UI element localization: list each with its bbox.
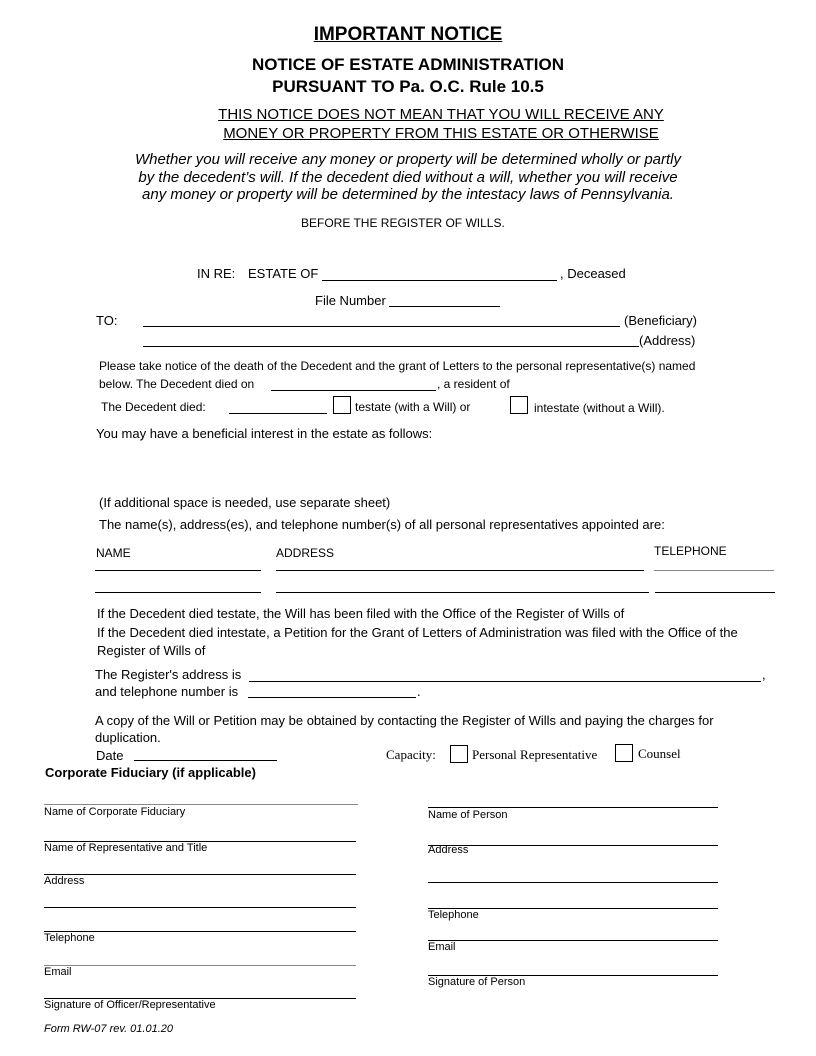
beneficiary-label: (Beneficiary) <box>624 313 697 328</box>
form-subtitle: NOTICE OF ESTATE ADMINISTRATION <box>252 55 564 74</box>
col-telephone-header: TELEPHONE <box>654 544 727 558</box>
disclaimer-line-1: THIS NOTICE DOES NOT MEAN THAT YOU WILL RECEIVE ANY <box>218 106 664 123</box>
rep-name-field-2[interactable] <box>95 592 261 593</box>
estate-of-label: ESTATE OF <box>248 266 319 281</box>
italic-notice-3: any money or property will be determined by the intestacy laws of Pennsylvania. <box>142 186 674 203</box>
disclaimer-line-2: MONEY OR PROPERTY FROM THIS ESTATE OR OTHERWISE <box>223 125 659 142</box>
file-number-field[interactable] <box>389 306 500 307</box>
beneficial-interest-label: You may have a beneficial interest in the estate as follows: <box>96 426 433 441</box>
italic-notice-2: by the decedent’s will. If the decedent died without a will, whether you will receive <box>138 169 678 186</box>
testate-filing-line: If the Decedent died testate, the Will has been filed with the Office of the Register of Wills of <box>97 606 625 621</box>
officer-signature-label: Signature of Officer/Representative <box>44 999 216 1011</box>
register-telephone-field[interactable] <box>248 697 416 698</box>
resident-of-label: , a resident of <box>437 377 510 391</box>
register-telephone-period: . <box>417 684 421 699</box>
date-field[interactable] <box>134 760 277 761</box>
reps-intro: The name(s), address(es), and telephone number(s) of all personal representatives appointed are: <box>99 517 665 532</box>
rep-address-field-2[interactable] <box>276 592 649 593</box>
date-of-death-field[interactable] <box>271 390 436 391</box>
corp-telephone-label: Telephone <box>44 932 95 944</box>
corp-fiduciary-name-field[interactable] <box>44 804 358 805</box>
person-telephone-label: Telephone <box>428 909 479 921</box>
person-name-label: Name of Person <box>428 809 508 821</box>
rep-name-field-1[interactable] <box>95 570 261 571</box>
col-address-header: ADDRESS <box>276 546 335 560</box>
address-label: (Address) <box>639 333 696 348</box>
person-email-label: Email <box>428 941 456 953</box>
capacity-label: Capacity: <box>386 747 436 762</box>
intestate-label: intestate (without a Will). <box>534 401 665 415</box>
col-name-header: NAME <box>96 546 131 560</box>
notice-line-1: Please take notice of the death of the Decedent and the grant of Letters to the personal representative(s) named <box>99 359 696 373</box>
decedent-died-label: The Decedent died: <box>101 400 206 414</box>
register-address-field[interactable] <box>249 681 761 682</box>
counsel-checkbox[interactable] <box>615 744 633 762</box>
rule-reference: PURSUANT TO Pa. O.C. Rule 10.5 <box>272 77 544 96</box>
corp-fiduciary-name-label: Name of Corporate Fiduciary <box>44 806 186 818</box>
rep-telephone-field-1[interactable] <box>654 570 774 571</box>
personal-rep-checkbox[interactable] <box>450 745 468 763</box>
person-signature-label: Signature of Person <box>428 976 526 988</box>
date-label: Date <box>96 748 124 763</box>
corporate-fiduciary-heading: Corporate Fiduciary (if applicable) <box>45 765 256 780</box>
decedent-died-field[interactable] <box>229 413 327 414</box>
person-address-field[interactable] <box>428 845 718 846</box>
form-number: Form RW-07 rev. 01.01.20 <box>44 1023 173 1035</box>
estate-name-field[interactable] <box>322 280 557 281</box>
before-register: BEFORE THE REGISTER OF WILLS. <box>301 216 505 230</box>
corp-address-field[interactable] <box>44 874 356 875</box>
notice-line-2: below. The Decedent died on <box>99 377 255 391</box>
page-title: IMPORTANT NOTICE <box>313 24 503 45</box>
in-re-label: IN RE: <box>197 266 236 281</box>
copy-line-1: A copy of the Will or Petition may be obtained by contacting the Register of Wills and paying the charges for <box>95 713 714 728</box>
testate-checkbox[interactable] <box>333 396 351 414</box>
person-address-field-2[interactable] <box>428 882 718 883</box>
person-address-label: Address <box>428 844 469 856</box>
corp-address-label: Address <box>44 875 85 887</box>
corp-email-label: Email <box>44 966 72 978</box>
file-number-label: File Number <box>315 293 386 308</box>
register-address-label: The Register's address is <box>95 667 242 682</box>
italic-notice-1: Whether you will receive any money or property will be determined wholly or partly <box>134 151 682 168</box>
intestate-filing-line-2: Register of Wills of <box>97 643 206 658</box>
rep-telephone-field-2[interactable] <box>655 592 775 593</box>
register-address-comma: , <box>762 667 766 682</box>
additional-space-note: (If additional space is needed, use separate sheet) <box>99 495 391 510</box>
to-label: TO: <box>96 313 118 328</box>
corp-email-field[interactable] <box>44 965 356 966</box>
register-telephone-label: and telephone number is <box>95 684 239 699</box>
intestate-checkbox[interactable] <box>510 396 528 414</box>
address-field[interactable] <box>143 346 639 347</box>
deceased-label: , Deceased <box>560 266 626 281</box>
intestate-filing-line-1: If the Decedent died intestate, a Petition for the Grant of Letters of Administration was filed with the Office of the <box>97 625 738 640</box>
corp-address-field-2[interactable] <box>44 907 356 908</box>
rep-title-label: Name of Representative and Title <box>44 842 208 854</box>
counsel-label: Counsel <box>638 746 681 761</box>
beneficiary-field[interactable] <box>143 326 620 327</box>
person-email-field[interactable] <box>428 940 718 941</box>
rep-address-field-1[interactable] <box>276 570 644 571</box>
testate-label: testate (with a Will) or <box>355 400 471 414</box>
copy-line-2: duplication. <box>95 730 161 745</box>
personal-rep-label: Personal Representative <box>472 747 598 762</box>
person-name-field[interactable] <box>428 807 718 808</box>
